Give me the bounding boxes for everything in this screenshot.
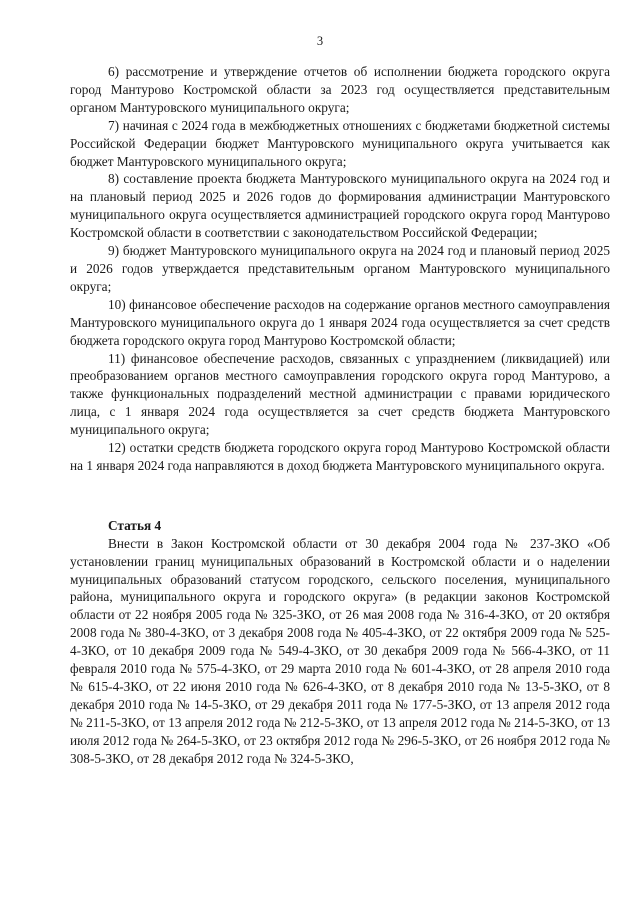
page-number: 3 [316,34,324,48]
list-item-11: 11) финансовое обеспечение расходов, связанных с упразднением (ликвидацией) или преобразованием органов местного самоуправления городского округа город Мантурово, а также функциональных подразделений местной администрации с правами юридического лица, с 1 января 2024 года осуществляется за счет средств бюджета Мантуровского муниципального округа; [70,350,610,438]
list-item-10: 10) финансовое обеспечение расходов на содержание органов местного самоуправления Мантуровского муниципального округа до 1 января 2024 года осуществляется за счет средств бюджета городского округа город Мантурово Костромской области; [70,296,610,348]
list-item-7: 7) начиная с 2024 года в межбюджетных отношениях с бюджетами бюджетной системы Российской Федерации бюджет Мантуровского муниципального округа учитывается как бюджет Мантуровского муниципального округа; [70,117,610,169]
article-text: Внести в Закон Костромской области от 30 декабря 2004 года № 237-ЗКО «Об установлении границ муниципальных образований в Костромской области и о наделении муниципальных образований статусом городского, сельского поселения, муниципального района, муниципального округа и городского округа» (в редакции законов Костромской области от 22 ноября 2005 года № 325-ЗКО, от 26 мая 2008 года № 316-4-ЗКО, от 20 октября 2008 года № 380-4-ЗКО, от 3 декабря 2008 года № 405-4-ЗКО, от 22 октября 2009 года № 525-4-ЗКО, от 10 декабря 2009 года № 549-4-ЗКО, от 30 декабря 2009 года № 566-4-ЗКО, от 11 февраля 2010 года № 575-4-ЗКО, от 29 марта 2010 года № 601-4-ЗКО, от 28 апреля 2010 года № 615-4-ЗКО, от 22 июня 2010 года № 626-4-ЗКО, от 8 декабря 2010 года № 13-5-ЗКО, от 8 декабря 2010 года № 14-5-ЗКО, от 29 декабря 2011 года № 177-5-ЗКО, от 13 апреля 2012 года № 211-5-ЗКО, от 13 апреля 2012 года № 212-5-ЗКО, от 13 апреля 2012 года № 214-5-ЗКО, от 13 июля 2012 года № 264-5-ЗКО, от 23 октября 2012 года № 296-5-ЗКО, от 26 ноября 2012 года № 308-5-ЗКО, от 28 декабря 2012 года № 324-5-ЗКО, [70,535,610,766]
article-heading: Статья 4 [108,517,162,533]
list-item-12: 12) остатки средств бюджета городского округа город Мантурово Костромской области на 1 января 2024 года направляются в доход бюджета Мантуровского муниципального округа. [70,440,610,473]
document-body [70,63,610,768]
list-item-6: 6) рассмотрение и утверждение отчетов об исполнении бюджета городского округа город Мантурово Костромской области за 2023 год осуществляется представительным органом Мантуровского муниципального округа; [70,64,610,115]
list-item-9: 9) бюджет Мантуровского муниципального округа на 2024 год и плановый период 2025 и 2026 годов утверждается представительным органом Мантуровского муниципального округа; [70,243,610,294]
list-item-8: 8) составление проекта бюджета Мантуровского муниципального округа на 2024 год и на плановый период 2025 и 2026 годов до формирования администрации Мантуровского муниципального округа осуществляется администрацией городского округа город Мантурово Костромской области в соответствии с законодательством Российской Федерации; [70,171,610,241]
